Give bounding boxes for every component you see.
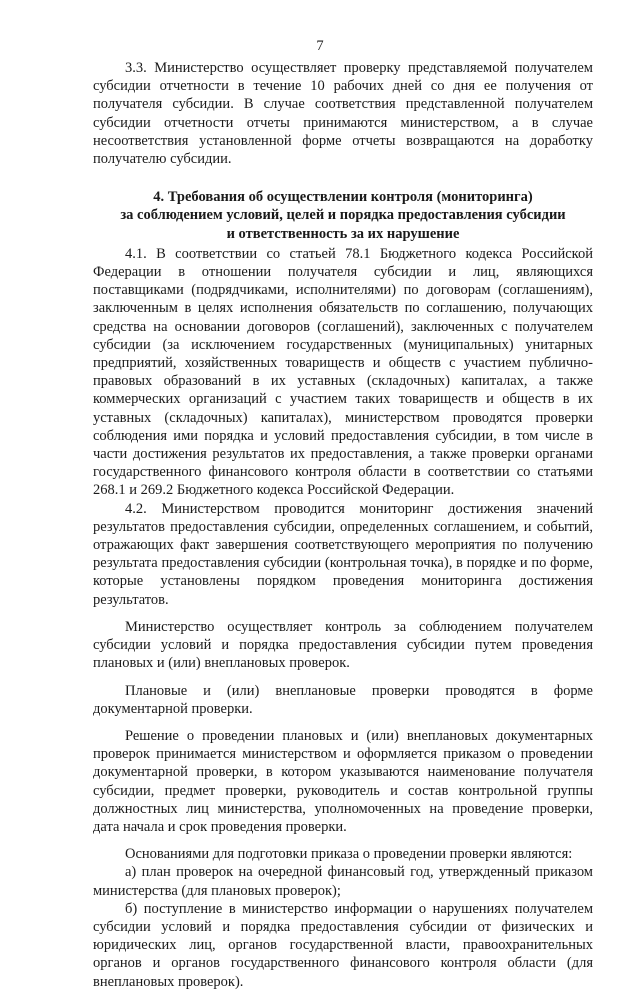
paragraph-control: Министерство осуществляет контроль за соблюдением получателем субсидии условий и порядка предоставления субсидии путем проведения плановых и (или) внеплановых проверок. — [93, 618, 593, 672]
paragraph-item-a: а) план проверок на очередной финансовый год, утвержденный приказом министерства (для плановых проверок); — [93, 864, 593, 899]
page-number: 7 — [316, 38, 324, 54]
paragraph-item-b: б) поступление в министерство информации о нарушениях получателем субсидии условий и порядка предоставления субсидии от физических и юридических лиц, органов государственной власти, правоохранительных органов и органов государственного финансового контроля области (для внеплановых проверок). — [93, 900, 593, 990]
paragraph-3-3: 3.3. Министерство осуществляет проверку представляемой получателем субсидии отчетности в течение 10 рабочих дней со дня ее получения от получателя субсидии. В случае соответствия представленной получателем субсидии отчетности отчеты принимаются министерством, а в случае несоответствия установленной форме отчеты возвращаются на доработку получателю субсидии. — [93, 60, 593, 168]
section-heading-line-1: 4. Требования об осуществлении контроля (мониторинга) — [153, 189, 533, 206]
paragraph-4-2: 4.2. Министерством проводится мониторинг достижения значений результатов предоставления субсидии, определенных соглашением, и событий, отражающих факт завершения соответствующего мероприятия по получению результата предоставления субсидии (контрольная точка), в порядке и по форме, которые установлены порядком проведения мониторинга достижения результатов. — [93, 500, 593, 608]
paragraph-grounds: Основаниями для подготовки приказа о проведении проверки являются: — [125, 846, 573, 863]
paragraph-4-1: 4.1. В соответствии со статьей 78.1 Бюджетного кодекса Российской Федерации в отношении получателя субсидии и лиц, являющихся поставщиками (подрядчиками, исполнителями) по договорам (соглашениям), заключенным в целях исполнения обязательств по соглашению, получающих средства на основании договоров (соглашений), заключенных с получателем субсидии (за исключением государственных (муниципальных) унитарных предприятий, хозяйственных товариществ и обществ с участием публично-правовых образований в их уставных (складочных) капиталах, а также коммерческих организаций с участием таких товариществ и обществ в их уставных (складочных) капиталах), министерством проводятся проверки соблюдения ими порядка и условий предоставления субсидии, в том числе в части достижения результатов их предоставления, а также проверки органами государственного финансового контроля области в соответствии со статьями 268.1 и 269.2 Бюджетного кодекса Российской Федерации. — [93, 245, 593, 499]
paragraph-inspection-form: Плановые и (или) внеплановые проверки проводятся в форме документарной проверки. — [93, 682, 593, 717]
section-heading-line-2: за соблюдением условий, целей и порядка предоставления субсидии — [120, 207, 566, 224]
document-body — [93, 59, 593, 991]
section-heading-line-3: и ответственность за их нарушение — [226, 225, 460, 242]
section-heading — [93, 188, 593, 243]
paragraph-inspection-decision: Решение о проведении плановых и (или) внеплановых документарных проверок принимается министерством и оформляется приказом о проведении документарной проверки, в котором указываются наименование получателя субсидии, предмет проверки, руководитель и состав контрольной группы должностных лиц министерства, уполномоченных на проведение проверки, дата начала и срок проведения проверки. — [93, 727, 593, 835]
